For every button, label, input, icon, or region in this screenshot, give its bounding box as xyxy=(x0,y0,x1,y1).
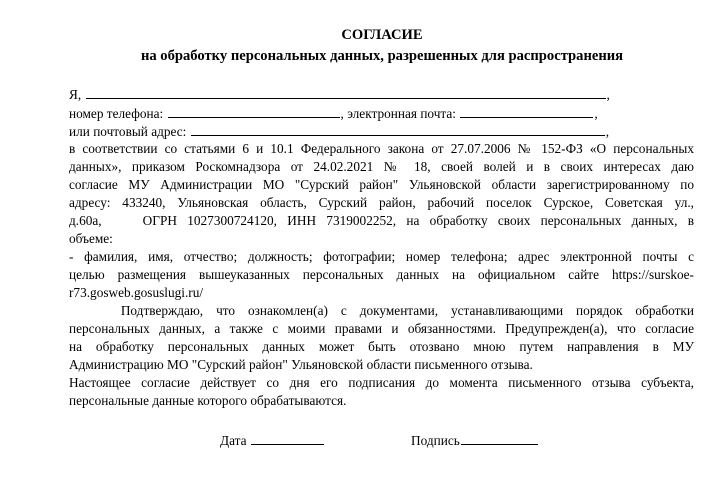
body-line-9: r73.gosweb.gosuslugi.ru/ xyxy=(69,285,204,300)
email-label: электронная почта: xyxy=(347,106,456,121)
body-line-8: целью размещения вышеуказанных персональных данных на официальном сайте https://surskoe- xyxy=(69,267,694,282)
body-line-1: в соответствии со статьями 6 и 10.1 Федерального закона от 27.07.2006 № 152-ФЗ «О персональных xyxy=(69,141,694,156)
name-field-row xyxy=(69,85,610,103)
body-line-2: данных», приказом Роскомнадзора от 24.02.2021 № 18, своей волей и в своих интересах даю xyxy=(69,159,694,174)
name-comma: , xyxy=(606,87,610,102)
body-line-14: Настоящее согласие действует со дня его подписания до момента письменного отзыва субъекта, xyxy=(69,375,694,390)
date-blank xyxy=(251,431,324,445)
body-line-7: - фамилия, имя, отчество; должность; фотографии; номер телефона; адрес электронной почты с xyxy=(69,249,694,264)
phone-comma: , xyxy=(340,106,344,121)
signature-field xyxy=(411,431,539,450)
body-line-4: адресу: 433240, Ульяновская область, Сурский район, рабочий поселок Сурское, Советская ул., xyxy=(69,195,694,210)
name-label: Я, xyxy=(69,87,82,102)
document-title: СОГЛАСИЕ xyxy=(341,27,423,43)
body-line-5: д.60а, ОГРН 1027300724120, ИНН 7319002252, на обработку своих персональных данных, в xyxy=(69,213,694,228)
phone-label: номер телефона: xyxy=(69,106,164,121)
body-line-3: согласие МУ Администрации МО "Сурский район" Ульяновской области зарегистрированному по xyxy=(69,177,694,192)
address-label: или почтовый адрес: xyxy=(69,124,187,139)
email-blank xyxy=(460,104,593,118)
body-line-10: Подтверждаю, что ознакомлен(а) с документами, устанавливающими порядок обработки xyxy=(69,303,694,318)
email-comma: , xyxy=(594,106,598,121)
body-line-15: персональные данные которого обрабатываются. xyxy=(69,393,347,408)
signature-blank xyxy=(461,431,538,445)
date-field xyxy=(220,431,325,450)
body-line-6: объеме: xyxy=(69,231,113,246)
address-comma: , xyxy=(605,124,610,139)
body-line-11: персональных данных, а также с моими правами и обязанностями. Предупрежден(а), что согласие xyxy=(69,321,694,336)
address-blank xyxy=(191,122,605,136)
body-line-12: на обработку персональных данных может быть отозвано мною путем направления в МУ xyxy=(69,339,694,354)
name-blank xyxy=(86,85,606,99)
body-line-13: Администрацию МО "Сурский район" Ульяновской области письменного отзыва. xyxy=(69,357,533,372)
signature-label: Подпись xyxy=(411,433,460,448)
document-subtitle: на обработку персональных данных, разрешенных для распространения xyxy=(140,48,624,64)
date-label: Дата xyxy=(220,433,247,448)
phone-blank xyxy=(168,104,340,118)
contact-field-row xyxy=(69,104,598,122)
address-field-row xyxy=(69,122,609,140)
